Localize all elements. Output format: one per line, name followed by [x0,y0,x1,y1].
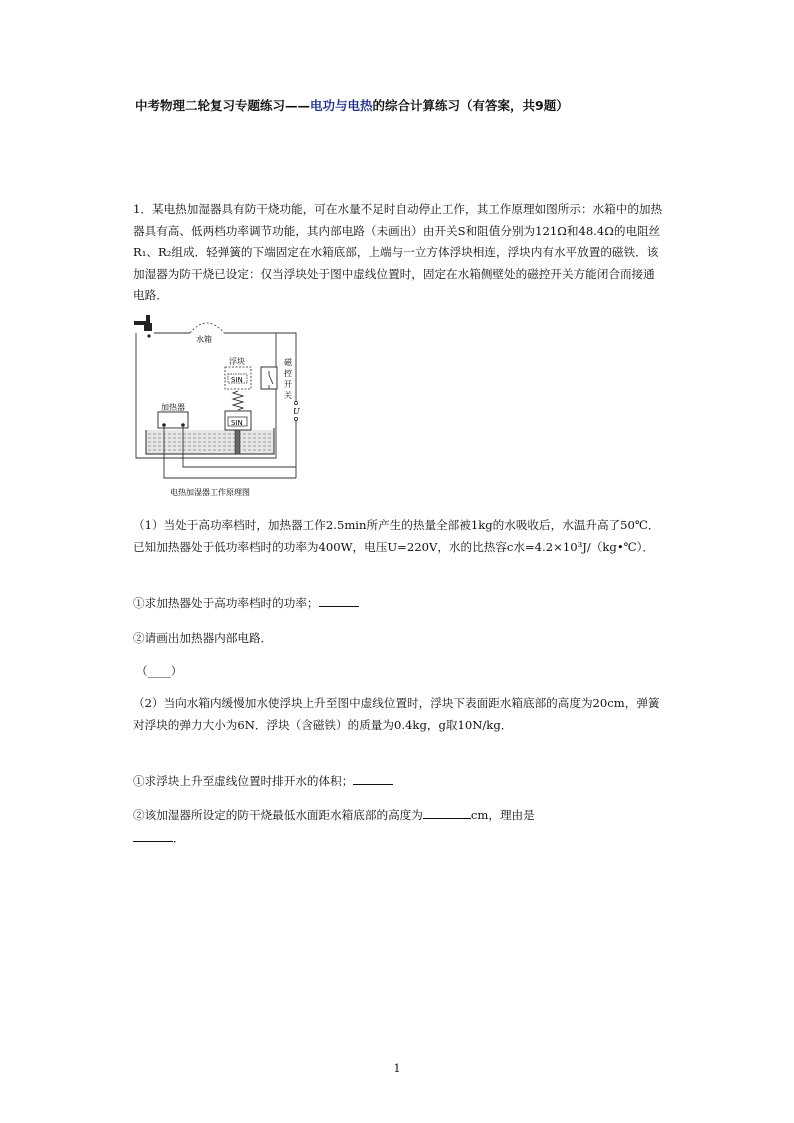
answer-blank-1[interactable] [319,594,359,607]
float-block-label: 浮块 [229,357,245,366]
sub5c-text: ． [173,831,185,845]
switch-label-2: 控 [284,369,292,378]
sub2-text: ②请画出加热器内部电路． [133,631,273,645]
part2-text: （2）当向水箱内缓慢加水使浮块上升至图中虚线位置时，浮块下表面距水箱底部的高度为20cm，弹簧对浮块的弹力大小为6N．浮块（含磁铁）的质量为0.4kg，g取10N/kg． [133,696,660,732]
page-title [135,96,695,114]
switch-label-1: 磁 [284,358,292,367]
sub4-text: ①求浮块上升至虚线位置时排开水的体积； [133,774,354,788]
faucet-icon [134,315,152,338]
question1-intro-text: 1．某电热加湿器具有防干烧功能，可在水量不足时自动停止工作，其工作原理如图所示：水箱中的加热器具有高、低两档功率调节功能，其内部电路（未画出）由开关S和阻值分别为121Ω和48.4Ω的电阻丝R₁、R₂组成．轻弹簧的下端固定在水箱底部，上端与一立方体浮块相连，浮块内有水平放置的磁铁．该加湿器为防干烧已设定：仅当浮块处于图中虚线位置时，固定在水箱侧壁处的磁控开关方能闭合而接通电路． [133,202,663,302]
answer-blank-5b[interactable] [133,829,173,842]
water-tank-label: 水箱 [196,335,212,344]
title-part1: 中考物理二轮复习专题练习—— [135,98,311,113]
title-part2: 的综合计算练习（有答案，共9题） [372,98,569,113]
figure-caption: 电热加湿器工作原理图 [170,488,250,497]
magnet-label-upper: SIN [231,376,243,384]
magnet-label-lower: SIN [231,419,243,427]
spring [233,391,243,410]
sub-question-2 [133,630,272,646]
heater-label: 加热器 [161,403,185,412]
sub5b-text: cm，理由是 [470,808,535,822]
question1-intro [133,199,663,307]
sub-question-1 [133,594,359,611]
title-highlight: 电功与电热 [310,98,373,113]
humidifier-diagram [128,313,308,503]
switch-label-4: 关 [284,391,292,400]
sub-question-3 [136,663,182,679]
sub-question-5 [133,806,535,823]
switch-label-3: 开 [284,380,292,389]
answer-blank-4[interactable] [353,772,393,785]
question1-part2 [133,693,663,736]
sub5a-text: ②该加湿器所设定的防干烧最低水面距水箱底部的高度为 [133,808,423,822]
answer-blank-5a[interactable] [423,806,471,819]
part1-text: （1）当处于高功率档时，加热器工作2.5min所产生的热量全部被1kg的水吸收后，水温升高了50℃．已知加热器处于低功率档时的功率为400W，电压U=220V，水的比热容c水=4.2×10³J/（kg•℃）． [133,518,660,554]
sub3-text: （____） [136,664,183,678]
question1-part1 [133,515,663,558]
sub1-text: ①求加热器处于高功率档时的功率； [133,596,319,610]
voltage-label: U [293,407,300,416]
page-number: 1 [393,1062,401,1075]
sub-question-5-reason [133,829,185,846]
sub-question-4 [133,772,393,789]
